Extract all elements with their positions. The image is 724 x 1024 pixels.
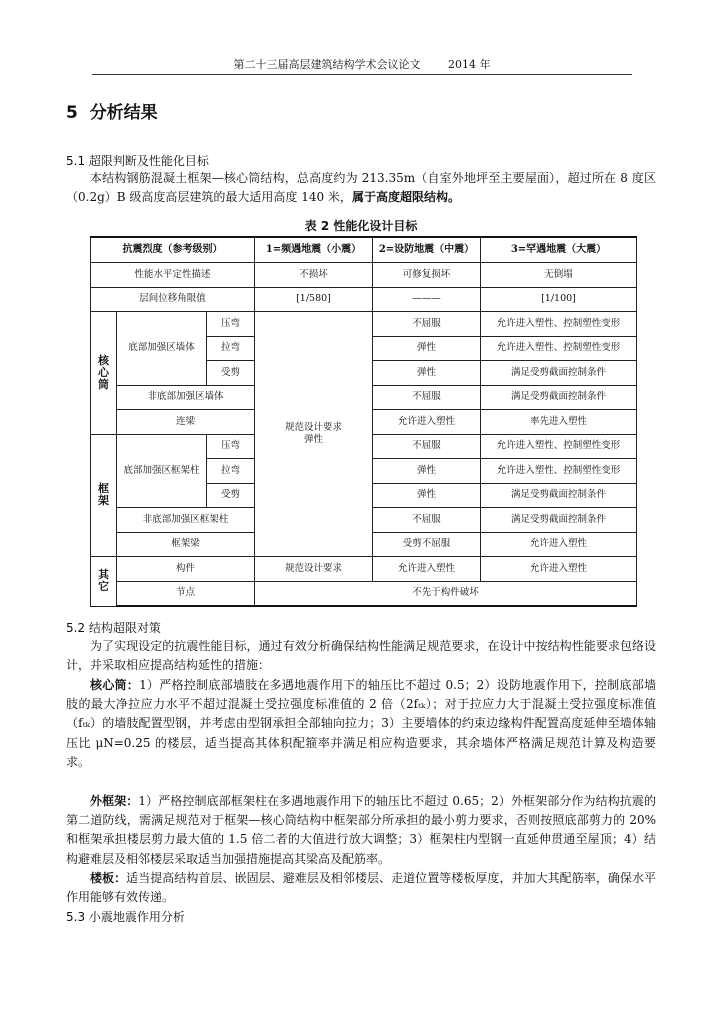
row-label: 非底部加强区框架柱 <box>117 508 255 533</box>
table-cell: [1/580] <box>255 287 373 312</box>
merged-text: 弹性 <box>303 434 323 445</box>
running-header <box>92 56 632 75</box>
table-caption: 表 2 性能化设计目标 <box>304 219 418 233</box>
row-label: 连梁 <box>117 410 255 435</box>
table-cell: 允许进入塑性 <box>373 557 481 582</box>
floor-slab-text: 适当提高结构首层、嵌固层、避难层及相邻楼层、走道位置等楼板厚度，并加大其配筋率，确保水平作用能够有效传递。 <box>66 871 656 905</box>
floor-slab-label: 楼板： <box>90 871 127 885</box>
table-cell: 允许进入塑性、控制塑性变形 <box>481 336 637 361</box>
table-cell: 不屈服 <box>373 434 481 459</box>
section-title-text: 分析结果 <box>89 103 158 123</box>
row-label: 框架梁 <box>117 532 255 557</box>
group-char: 心 <box>98 365 109 379</box>
subsection-5-2-heading: 5.2 结构超限对策 <box>66 621 161 635</box>
header-intensity: 抗震烈度（参考级别） <box>91 237 255 263</box>
table-cell: 不屈服 <box>373 312 481 337</box>
paragraph-floor-slab <box>66 869 656 907</box>
paragraph-5-1 <box>66 169 656 207</box>
table-cell: 允许进入塑性 <box>481 557 637 582</box>
group-frame <box>91 434 117 557</box>
table-cell: 允许进入塑性 <box>373 410 481 435</box>
group-other <box>91 557 117 607</box>
row-label: 非底部加强区墙体 <box>117 385 255 410</box>
section-title <box>66 98 158 123</box>
group-char: 筒 <box>98 377 109 391</box>
table-cell: 满足受剪截面控制条件 <box>481 508 637 533</box>
conference-name: 第二十三届高层建筑结构学术会议论文 <box>233 58 421 71</box>
merged-text: 规范设计要求 <box>284 422 342 433</box>
group-char: 框 <box>98 482 109 496</box>
table-cell: 弹性 <box>373 361 481 386</box>
table-cell: 不先于构件破坏 <box>255 581 637 606</box>
table-header-row <box>91 237 637 263</box>
outer-frame-label: 外框架： <box>90 794 139 808</box>
subsection-5-1-heading: 5.1 超限判断及性能化目标 <box>66 154 209 168</box>
table-row <box>91 263 637 288</box>
paragraph-outer-frame <box>66 792 656 869</box>
header-rare: 3=罕遇地震（大震） <box>481 237 637 263</box>
header-frequent: 1=频遇地震（小震） <box>255 237 373 263</box>
table-cell: 弹性 <box>373 336 481 361</box>
small-earthquake-merged-cell <box>255 312 373 557</box>
table-cell: ——— <box>373 287 481 312</box>
paragraph-5-2-intro: 为了实现设定的抗震性能目标，通过有效分析确保结构性能满足规范要求，在设计中按结构性能要求包络设计，并采取相应提高结构延性的措施： <box>66 639 656 673</box>
load-type: 压弯 <box>207 434 255 459</box>
table-row <box>91 312 637 337</box>
load-type: 受剪 <box>207 483 255 508</box>
paragraph-5-1-text: 本结构钢筋混凝土框架—核心筒结构，总高度约为 213.35m（自室外地坪至主要屋面），超过所在 8 度区（0.2g）B 级高度高层建筑的最大适用高度 140 米， <box>66 171 656 205</box>
load-type: 拉弯 <box>207 336 255 361</box>
group-core-tube <box>91 312 117 435</box>
outer-frame-text: 1）严格控制底部框架柱在多遇地震作用下的轴压比不超过 0.65；2）外框架部分作为结构抗震的第二道防线，需满足规范对于框架—核心筒结构中框架部分所承担的最小剪力要求，否则按照底部剪力的 20%和框架承担楼层剪力最大值的 1.5 倍二者的大值进行放大调整；3）框架柱内型钢一直延伸贯通至屋顶；4）结构避难层及相邻楼层采取适当加强措施提高其梁高及配筋率。 <box>66 794 656 866</box>
core-tube-label: 核心筒： <box>90 678 140 692</box>
row-label: 节点 <box>117 581 255 606</box>
subsection-5-3-heading: 5.3 小震地震作用分析 <box>66 910 185 924</box>
group-char: 其 <box>98 568 109 582</box>
table-cell: 可修复损坏 <box>373 263 481 288</box>
core-tube-text: 1）严格控制底部墙肢在多遇地震作用下的轴压比不超过 0.5；2）设防地震作用下，控制底部墙肢的最大净拉应力水平不超过混凝土受拉强度标准值的 2 倍（2fₜₖ）；对于拉应力大于混凝土受拉强度标准值（fₜₖ）的墙肢配置型钢，并考虑由型钢承担全部轴向拉力；3）主要墙体的约束边缘构件配置高度延伸至墙体轴压比 μN=0.25 的楼层，适当提高其体积配箍率并满足相应构造要求，其余墙体严格满足规范计算及构造要求。 <box>66 678 656 769</box>
table-row <box>91 287 637 312</box>
section-number: 5 <box>66 103 78 123</box>
row-label: 构件 <box>117 557 255 582</box>
row-label: 层间位移角限值 <box>91 287 255 312</box>
paragraph-core-tube <box>66 676 656 772</box>
group-char: 架 <box>98 494 109 508</box>
table-row <box>91 557 637 582</box>
row-label: 底部加强区框架柱 <box>117 434 207 508</box>
load-type: 压弯 <box>207 312 255 337</box>
table-cell: 允许进入塑性 <box>481 532 637 557</box>
header-fortification: 2=设防地震（中震） <box>373 237 481 263</box>
table-cell: 弹性 <box>373 459 481 484</box>
table-cell: 无倒塌 <box>481 263 637 288</box>
table-cell: 率先进入塑性 <box>481 410 637 435</box>
table-cell: 不损坏 <box>255 263 373 288</box>
table-cell: 允许进入塑性、控制塑性变形 <box>481 434 637 459</box>
table-cell: 允许进入塑性、控制塑性变形 <box>481 459 637 484</box>
table-cell: 满足受剪截面控制条件 <box>481 361 637 386</box>
table-cell: 满足受剪截面控制条件 <box>481 385 637 410</box>
table-cell: 允许进入塑性、控制塑性变形 <box>481 312 637 337</box>
table-cell: 不屈服 <box>373 385 481 410</box>
load-type: 拉弯 <box>207 459 255 484</box>
row-label: 性能水平定性描述 <box>91 263 255 288</box>
paragraph-5-1-emphasis: 属于高度超限结构。 <box>351 190 460 205</box>
header-year: 2014 年 <box>448 58 491 71</box>
performance-target-table <box>90 236 637 607</box>
table-cell: 受剪不屈服 <box>373 532 481 557</box>
group-char: 核 <box>98 353 109 367</box>
table-cell: 弹性 <box>373 483 481 508</box>
table-cell: 不屈服 <box>373 508 481 533</box>
load-type: 受剪 <box>207 361 255 386</box>
table-cell: [1/100] <box>481 287 637 312</box>
table-row <box>91 581 637 606</box>
row-label: 底部加强区墙体 <box>117 312 207 386</box>
table-cell: 规范设计要求 <box>255 557 373 582</box>
group-char: 它 <box>98 580 109 594</box>
table-cell: 满足受剪截面控制条件 <box>481 483 637 508</box>
